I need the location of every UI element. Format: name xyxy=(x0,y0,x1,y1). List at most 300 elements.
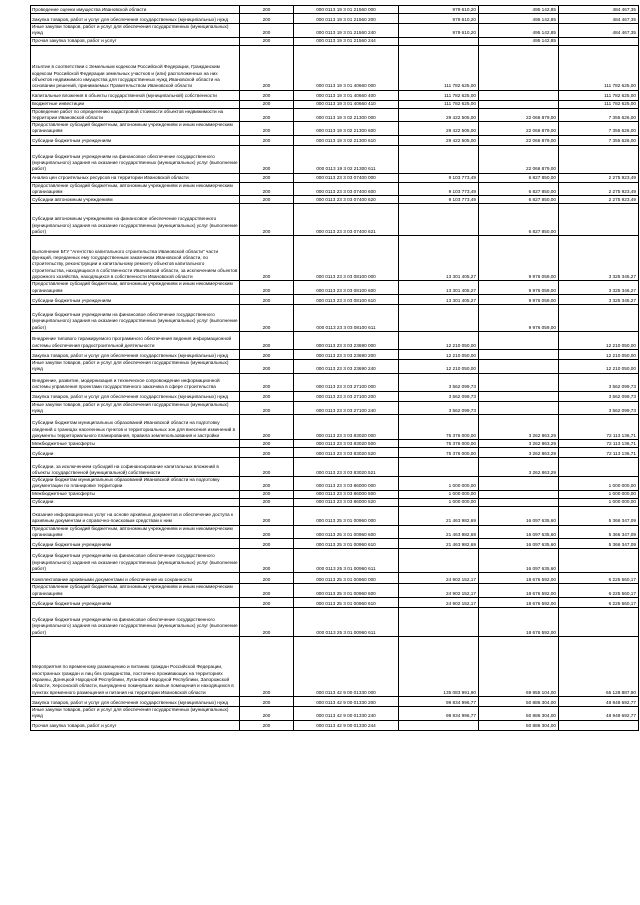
row-name-cell: Анализ цен строительных ресурсов на территории Ивановской области xyxy=(31,173,240,182)
row-year2-cell: 2 275 923,49 xyxy=(559,173,639,182)
row-grbs-cell: 200 xyxy=(240,145,294,173)
row-year2-cell xyxy=(559,720,639,730)
row-year1-cell xyxy=(479,359,559,373)
row-year1-cell: 50 886 304,00 xyxy=(479,706,559,720)
row-total-cell: 9 103 773,49 xyxy=(399,173,479,182)
table-row xyxy=(31,349,639,359)
row-total-cell: 13 301 405,27 xyxy=(399,236,479,281)
row-year1-cell xyxy=(479,45,559,90)
row-total-cell: 12 210 050,00 xyxy=(399,349,479,359)
row-grbs-cell: 200 xyxy=(240,597,294,607)
row-grbs-cell: 200 xyxy=(240,573,294,584)
row-total-cell xyxy=(399,607,479,636)
row-grbs-cell: 200 xyxy=(240,440,294,448)
row-total-cell: 29 422 505,00 xyxy=(399,122,479,136)
row-total-cell: 12 210 050,00 xyxy=(399,359,479,373)
row-year1-cell: 6 827 850,00 xyxy=(479,204,559,236)
row-year1-cell: 69 955 104,00 xyxy=(479,636,559,696)
row-year1-cell: 22 066 879,00 xyxy=(479,122,559,136)
row-grbs-cell: 200 xyxy=(240,607,294,636)
row-total-cell xyxy=(399,549,479,573)
row-name-cell: Предоставление субсидий бюджетным, автономным учреждениям и иным некоммерческим организациям xyxy=(31,122,240,136)
row-grbs-cell: 200 xyxy=(240,539,294,549)
table-row xyxy=(31,359,639,373)
row-kbk-cell: 000 0113 23 3 03 07400 621 xyxy=(294,204,399,236)
row-grbs-cell: 200 xyxy=(240,506,294,525)
row-year1-cell: 50 886 304,00 xyxy=(479,720,559,730)
table-row xyxy=(31,37,639,45)
row-name-cell: Иные закупки товаров, работ и услуг для обеспечения государственных (муниципальных) нужд xyxy=(31,24,240,38)
row-grbs-cell: 200 xyxy=(240,415,294,440)
row-kbk-cell: 000 0113 19 3 02 21300 000 xyxy=(294,108,399,122)
row-year2-cell: 484 467,35 xyxy=(559,14,639,24)
row-total-cell xyxy=(399,37,479,45)
row-total-cell: 9 103 773,49 xyxy=(399,196,479,204)
row-kbk-cell: 000 0113 19 3 01 21560 200 xyxy=(294,14,399,24)
row-name-cell: Субсидии автономным учреждениям xyxy=(31,196,240,204)
row-grbs-cell: 200 xyxy=(240,6,294,14)
row-year2-cell: 7 355 626,00 xyxy=(559,108,639,122)
row-kbk-cell: 000 0113 23 3 03 07400 600 xyxy=(294,182,399,196)
table-row xyxy=(31,498,639,506)
row-year2-cell: 12 210 050,00 xyxy=(559,349,639,359)
row-year2-cell xyxy=(559,607,639,636)
row-name-cell: Субсидии бюджетным учреждениям на финансовое обеспечение государственного (муниципального) задания на оказание государственных (муниципальных) услуг (выполнение работ) xyxy=(31,607,240,636)
row-kbk-cell: 000 0113 23 3 03 07400 620 xyxy=(294,196,399,204)
row-grbs-cell: 200 xyxy=(240,477,294,491)
row-total-cell: 3 562 099,73 xyxy=(399,373,479,391)
row-name-cell: Бюджетные инвестиции xyxy=(31,100,240,108)
row-total-cell: 111 782 625,00 xyxy=(399,45,479,90)
row-name-cell: Оказание информационных услуг на основе архивных документов и обеспечение доступа к архивным документам и справочно-поисковым средствам к ним xyxy=(31,506,240,525)
row-kbk-cell: 000 0113 19 3 01 40660 410 xyxy=(294,100,399,108)
row-kbk-cell: 000 0113 19 3 02 21300 610 xyxy=(294,135,399,145)
row-name-cell: Закупка товаров, работ и услуг для обеспечения государственных (муниципальных) нужд xyxy=(31,391,240,401)
row-year2-cell: 12 210 050,00 xyxy=(559,359,639,373)
table-row xyxy=(31,108,639,122)
row-kbk-cell: 000 0113 23 3 03 23690 240 xyxy=(294,359,399,373)
row-year2-cell: 3 325 346,27 xyxy=(559,281,639,295)
row-year2-cell: 2 275 923,49 xyxy=(559,196,639,204)
row-year2-cell: 48 948 692,77 xyxy=(559,696,639,706)
row-name-cell: Субсидии xyxy=(31,448,240,458)
row-year2-cell xyxy=(559,204,639,236)
row-grbs-cell: 200 xyxy=(240,45,294,90)
row-kbk-cell: 000 0113 23 3 03 08100 610 xyxy=(294,294,399,304)
row-grbs-cell: 200 xyxy=(240,24,294,38)
row-kbk-cell: 000 0113 19 3 01 21560 000 xyxy=(294,6,399,14)
row-year2-cell: 1 000 000,00 xyxy=(559,477,639,491)
row-year2-cell: 5 366 347,09 xyxy=(559,506,639,525)
table-row xyxy=(31,391,639,401)
row-name-cell: Закупка товаров, работ и услуг для обеспечения государственных (муниципальных) нужд xyxy=(31,696,240,706)
row-total-cell: 75 376 000,00 xyxy=(399,415,479,440)
row-name-cell: Закупка товаров, работ и услуг для обеспечения государственных (муниципальных) нужд xyxy=(31,349,240,359)
row-kbk-cell: 000 0113 25 3 01 00960 610 xyxy=(294,539,399,549)
row-kbk-cell: 000 0113 23 3 03 86000 000 xyxy=(294,477,399,491)
row-total-cell: 21 463 982,69 xyxy=(399,539,479,549)
row-year2-cell: 484 467,35 xyxy=(559,24,639,38)
row-year2-cell: 111 782 625,00 xyxy=(559,90,639,100)
table-row xyxy=(31,401,639,415)
row-grbs-cell: 200 xyxy=(240,549,294,573)
row-name-cell: Иные закупки товаров, работ и услуг для обеспечения государственных (муниципальных) нужд xyxy=(31,706,240,720)
row-total-cell: 75 376 000,00 xyxy=(399,448,479,458)
row-grbs-cell: 200 xyxy=(240,14,294,24)
row-kbk-cell: 000 0113 42 9 00 01330 240 xyxy=(294,706,399,720)
row-year2-cell: 3 562 099,73 xyxy=(559,391,639,401)
table-row xyxy=(31,135,639,145)
row-year1-cell xyxy=(479,477,559,491)
row-total-cell: 24 902 152,17 xyxy=(399,584,479,598)
row-year1-cell: 6 827 850,00 xyxy=(479,173,559,182)
row-grbs-cell: 200 xyxy=(240,720,294,730)
row-year2-cell: 1 000 000,00 xyxy=(559,498,639,506)
row-total-cell: 979 610,20 xyxy=(399,6,479,14)
row-year1-cell xyxy=(479,498,559,506)
row-year1-cell xyxy=(479,490,559,498)
row-name-cell: Субсидии бюджетным учреждениям на финансовое обеспечение государственного (муниципального) задания на оказание государственных (муниципальных) услуг (выполнение работ) xyxy=(31,304,240,331)
row-name-cell: Комплектование архивными документами и обеспечение их сохранности xyxy=(31,573,240,584)
table-row xyxy=(31,100,639,108)
row-year1-cell xyxy=(479,401,559,415)
row-total-cell: 135 083 991,90 xyxy=(399,636,479,696)
row-kbk-cell: 000 0113 23 3 03 83020 000 xyxy=(294,415,399,440)
row-total-cell: 29 422 505,00 xyxy=(399,108,479,122)
row-kbk-cell: 000 0113 23 3 03 23690 000 xyxy=(294,331,399,349)
row-total-cell: 3 562 099,73 xyxy=(399,401,479,415)
row-kbk-cell: 000 0113 23 3 03 27100 200 xyxy=(294,391,399,401)
row-grbs-cell: 200 xyxy=(240,498,294,506)
row-total-cell xyxy=(399,458,479,477)
row-kbk-cell: 000 0113 23 3 03 08100 000 xyxy=(294,236,399,281)
row-kbk-cell: 000 0113 23 3 03 83020 521 xyxy=(294,458,399,477)
row-year1-cell: 495 142,85 xyxy=(479,37,559,45)
row-name-cell: Субсидии бюджетным учреждениям xyxy=(31,294,240,304)
row-year1-cell: 9 976 059,00 xyxy=(479,281,559,295)
row-name-cell: Субсидии бюджетным учреждениям xyxy=(31,597,240,607)
row-kbk-cell: 000 0113 23 3 03 07400 000 xyxy=(294,173,399,182)
row-year1-cell: 9 976 059,00 xyxy=(479,294,559,304)
table-row xyxy=(31,122,639,136)
row-total-cell: 13 301 405,27 xyxy=(399,294,479,304)
row-year2-cell: 484 467,35 xyxy=(559,6,639,14)
row-year2-cell: 72 113 136,71 xyxy=(559,415,639,440)
row-year1-cell: 3 262 863,29 xyxy=(479,448,559,458)
row-kbk-cell: 000 0113 23 3 03 23690 200 xyxy=(294,349,399,359)
table-row xyxy=(31,448,639,458)
row-grbs-cell: 200 xyxy=(240,458,294,477)
row-grbs-cell: 200 xyxy=(240,304,294,331)
table-row xyxy=(31,373,639,391)
row-total-cell xyxy=(399,204,479,236)
table-row xyxy=(31,440,639,448)
table-row xyxy=(31,182,639,196)
row-grbs-cell: 200 xyxy=(240,281,294,295)
row-kbk-cell: 000 0113 23 3 03 27100 240 xyxy=(294,401,399,415)
row-year2-cell xyxy=(559,549,639,573)
row-kbk-cell: 000 0113 23 3 03 83020 520 xyxy=(294,448,399,458)
table-row xyxy=(31,706,639,720)
row-kbk-cell: 000 0113 25 3 01 00960 611 xyxy=(294,549,399,573)
row-total-cell: 111 782 625,00 xyxy=(399,90,479,100)
row-year1-cell: 9 976 059,00 xyxy=(479,304,559,331)
table-row xyxy=(31,720,639,730)
row-year2-cell xyxy=(559,145,639,173)
row-grbs-cell: 200 xyxy=(240,448,294,458)
row-year1-cell xyxy=(479,373,559,391)
row-grbs-cell: 200 xyxy=(240,706,294,720)
row-name-cell: Субсидии автономным учреждениям на финансовое обеспечение государственного (муниципального) задания на оказание государственных (муниципальных) услуг (выполнение работ) xyxy=(31,204,240,236)
budget-table xyxy=(30,5,639,731)
row-total-cell xyxy=(399,145,479,173)
row-grbs-cell: 200 xyxy=(240,391,294,401)
row-total-cell: 3 562 099,73 xyxy=(399,391,479,401)
row-year1-cell: 18 676 592,00 xyxy=(479,584,559,598)
row-grbs-cell: 200 xyxy=(240,525,294,539)
row-total-cell: 24 902 152,17 xyxy=(399,573,479,584)
table-row xyxy=(31,539,639,549)
row-kbk-cell: 000 0113 19 3 01 21560 240 xyxy=(294,24,399,38)
table-row xyxy=(31,236,639,281)
row-year1-cell: 6 827 850,00 xyxy=(479,196,559,204)
row-year1-cell: 3 262 863,29 xyxy=(479,415,559,440)
row-kbk-cell: 000 0113 42 9 00 01330 200 xyxy=(294,696,399,706)
row-grbs-cell: 200 xyxy=(240,122,294,136)
row-kbk-cell: 000 0113 25 3 01 00960 600 xyxy=(294,584,399,598)
row-kbk-cell: 000 0113 23 3 03 08100 611 xyxy=(294,304,399,331)
row-year1-cell: 6 827 850,00 xyxy=(479,182,559,196)
row-grbs-cell: 200 xyxy=(240,359,294,373)
row-grbs-cell: 200 xyxy=(240,173,294,182)
row-year1-cell xyxy=(479,90,559,100)
table-row xyxy=(31,173,639,182)
row-grbs-cell: 200 xyxy=(240,135,294,145)
row-kbk-cell: 000 0113 25 3 01 00960 000 xyxy=(294,573,399,584)
row-name-cell: Предоставление субсидий бюджетным, автономным учреждениям и иным некоммерческим организациям xyxy=(31,281,240,295)
row-grbs-cell: 200 xyxy=(240,100,294,108)
row-kbk-cell: 000 0113 19 3 01 40660 400 xyxy=(294,90,399,100)
row-name-cell: Межбюджетные трансферты xyxy=(31,490,240,498)
row-grbs-cell: 200 xyxy=(240,401,294,415)
row-year1-cell: 16 097 635,60 xyxy=(479,525,559,539)
row-name-cell: Иные закупки товаров, работ и услуг для обеспечения государственных (муниципальных) нужд xyxy=(31,359,240,373)
row-year1-cell: 9 976 059,00 xyxy=(479,236,559,281)
row-name-cell: Внедрение, развитие, модернизация и техническое сопровождение информационной системы управления проектами государственного заказчика в сфере строительства xyxy=(31,373,240,391)
row-name-cell: Предоставление субсидий бюджетным, автономным учреждениям и иным некоммерческим организациям xyxy=(31,525,240,539)
row-total-cell: 21 463 982,69 xyxy=(399,506,479,525)
row-total-cell: 1 000 000,00 xyxy=(399,477,479,491)
row-total-cell: 75 376 000,00 xyxy=(399,440,479,448)
row-name-cell: Субсидии бюджетам муниципальных образований Ивановской области на подготовку сведений о границах населенных пунктов и территориальных зон для внесения изменений в документы территориального планирования, правила землепользования и застройки xyxy=(31,415,240,440)
row-name-cell: Изъятие в соответствии с Земельным кодексом Российской Федерации, Гражданским кодексом Российской Федерации земельных участков и (или) расположенных на них объектов недвижимого имущества для государственных нужд Ивановской области на основании решений, принимаемых Правительством Ивановской области xyxy=(31,45,240,90)
row-name-cell: Прочая закупка товаров, работ и услуг xyxy=(31,37,240,45)
row-name-cell: Капитальные вложения в объекты государственной (муниципальной) собственности xyxy=(31,90,240,100)
row-grbs-cell: 200 xyxy=(240,182,294,196)
row-grbs-cell: 200 xyxy=(240,37,294,45)
row-year1-cell: 3 262 863,29 xyxy=(479,458,559,477)
row-kbk-cell: 000 0113 42 9 00 01330 000 xyxy=(294,636,399,696)
row-grbs-cell: 200 xyxy=(240,331,294,349)
row-grbs-cell: 200 xyxy=(240,294,294,304)
table-row xyxy=(31,506,639,525)
row-name-cell: Предоставление субсидий бюджетным, автономным учреждениям и иным некоммерческим организациям xyxy=(31,182,240,196)
row-name-cell: Субсидии бюджетным учреждениям xyxy=(31,539,240,549)
row-name-cell: Межбюджетные трансферты xyxy=(31,440,240,448)
table-row xyxy=(31,24,639,38)
row-year2-cell: 3 325 346,27 xyxy=(559,294,639,304)
row-year2-cell: 6 225 560,17 xyxy=(559,573,639,584)
row-year2-cell: 5 366 347,09 xyxy=(559,539,639,549)
row-total-cell xyxy=(399,720,479,730)
row-year1-cell: 22 066 879,00 xyxy=(479,135,559,145)
row-total-cell: 979 610,20 xyxy=(399,14,479,24)
row-total-cell xyxy=(399,304,479,331)
row-year1-cell: 50 886 304,00 xyxy=(479,696,559,706)
row-year1-cell xyxy=(479,349,559,359)
row-name-cell: Иные закупки товаров, работ и услуг для обеспечения государственных (муниципальных) нужд xyxy=(31,401,240,415)
row-name-cell: Закупка товаров, работ и услуг для обеспечения государственных (муниципальных) нужд xyxy=(31,14,240,24)
table-row xyxy=(31,6,639,14)
table-row xyxy=(31,281,639,295)
table-row xyxy=(31,525,639,539)
row-year2-cell: 3 562 099,73 xyxy=(559,401,639,415)
row-kbk-cell: 000 0113 25 3 01 00960 611 xyxy=(294,607,399,636)
row-year1-cell: 22 066 879,00 xyxy=(479,145,559,173)
row-year2-cell: 12 210 050,00 xyxy=(559,331,639,349)
table-row xyxy=(31,196,639,204)
row-name-cell: Прочая закупка товаров, работ и услуг xyxy=(31,720,240,730)
row-grbs-cell: 200 xyxy=(240,90,294,100)
table-row xyxy=(31,304,639,331)
table-row xyxy=(31,490,639,498)
table-row xyxy=(31,636,639,696)
row-year1-cell: 16 097 635,60 xyxy=(479,506,559,525)
row-total-cell: 979 610,20 xyxy=(399,24,479,38)
row-grbs-cell: 200 xyxy=(240,490,294,498)
row-grbs-cell: 200 xyxy=(240,108,294,122)
table-body xyxy=(31,6,639,731)
row-grbs-cell: 200 xyxy=(240,204,294,236)
row-year2-cell: 6 225 560,17 xyxy=(559,597,639,607)
table-row xyxy=(31,597,639,607)
row-year2-cell: 111 782 625,00 xyxy=(559,100,639,108)
row-name-cell: Субсидии бюджетным учреждениям xyxy=(31,135,240,145)
row-kbk-cell: 000 0113 19 3 01 21560 244 xyxy=(294,37,399,45)
row-name-cell: Субсидии бюджетам муниципальных образований Ивановской области на подготовку документации по планировке территории xyxy=(31,477,240,491)
row-grbs-cell: 200 xyxy=(240,696,294,706)
row-grbs-cell: 200 xyxy=(240,584,294,598)
row-year2-cell: 3 562 099,73 xyxy=(559,373,639,391)
row-year1-cell xyxy=(479,100,559,108)
row-name-cell: Субсидии бюджетным учреждениям на финансовое обеспечение государственного (муниципального) задания на оказание государственных (муниципальных) услуг (выполнение работ) xyxy=(31,145,240,173)
row-year1-cell: 18 676 592,00 xyxy=(479,607,559,636)
row-total-cell: 1 000 000,00 xyxy=(399,498,479,506)
row-kbk-cell: 000 0113 19 3 01 40660 000 xyxy=(294,45,399,90)
row-total-cell: 29 422 505,00 xyxy=(399,135,479,145)
row-year2-cell: 3 325 346,27 xyxy=(559,236,639,281)
row-year2-cell: 72 113 136,71 xyxy=(559,448,639,458)
table-row xyxy=(31,549,639,573)
table-row xyxy=(31,573,639,584)
table-row xyxy=(31,145,639,173)
row-kbk-cell: 000 0113 23 3 03 86000 500 xyxy=(294,490,399,498)
row-year1-cell: 495 142,85 xyxy=(479,24,559,38)
row-year1-cell: 16 097 635,60 xyxy=(479,539,559,549)
row-total-cell: 13 301 405,27 xyxy=(399,281,479,295)
table-row xyxy=(31,696,639,706)
row-name-cell: Проведение работ по определению кадастровой стоимости объектов недвижимости на территории Ивановской области xyxy=(31,108,240,122)
row-total-cell: 21 463 982,69 xyxy=(399,525,479,539)
table-row xyxy=(31,607,639,636)
row-year1-cell: 18 676 592,00 xyxy=(479,597,559,607)
row-kbk-cell: 000 0113 23 3 03 83020 500 xyxy=(294,440,399,448)
row-kbk-cell: 000 0113 19 3 02 21300 600 xyxy=(294,122,399,136)
row-grbs-cell: 200 xyxy=(240,373,294,391)
row-total-cell: 12 210 050,00 xyxy=(399,331,479,349)
table-row xyxy=(31,45,639,90)
row-kbk-cell: 000 0113 19 3 02 21300 611 xyxy=(294,145,399,173)
row-grbs-cell: 200 xyxy=(240,236,294,281)
row-name-cell: Субсидии бюджетным учреждениям на финансовое обеспечение государственного (муниципального) задания на оказание государственных (муниципальных) услуг (выполнение работ) xyxy=(31,549,240,573)
table-row xyxy=(31,331,639,349)
row-year1-cell: 3 262 863,29 xyxy=(479,440,559,448)
row-kbk-cell: 000 0113 23 3 03 08100 600 xyxy=(294,281,399,295)
row-year2-cell: 72 113 136,71 xyxy=(559,440,639,448)
row-year1-cell: 22 066 879,00 xyxy=(479,108,559,122)
row-year2-cell xyxy=(559,304,639,331)
row-name-cell: Субсидии, за исключением субсидий на софинансирование капитальных вложений в объекты государственной (муниципальной) собственности xyxy=(31,458,240,477)
row-kbk-cell: 000 0113 25 3 01 00960 600 xyxy=(294,525,399,539)
row-total-cell: 99 834 996,77 xyxy=(399,706,479,720)
row-name-cell: Субсидии xyxy=(31,498,240,506)
table-row xyxy=(31,477,639,491)
row-year1-cell: 495 142,85 xyxy=(479,14,559,24)
table-row xyxy=(31,90,639,100)
row-total-cell: 1 000 000,00 xyxy=(399,490,479,498)
row-year1-cell: 16 097 635,60 xyxy=(479,549,559,573)
row-year2-cell: 1 000 000,00 xyxy=(559,490,639,498)
table-row xyxy=(31,458,639,477)
row-kbk-cell: 000 0113 42 9 00 01330 244 xyxy=(294,720,399,730)
row-name-cell: Проведение оценки имущества Ивановской области xyxy=(31,6,240,14)
table-row xyxy=(31,14,639,24)
row-year2-cell: 48 948 692,77 xyxy=(559,706,639,720)
row-grbs-cell: 200 xyxy=(240,349,294,359)
row-year2-cell: 7 355 626,00 xyxy=(559,135,639,145)
row-kbk-cell: 000 0113 23 3 03 27100 000 xyxy=(294,373,399,391)
row-grbs-cell: 200 xyxy=(240,196,294,204)
row-name-cell: Мероприятия по временному размещению и питанию граждан Российской Федерации, иностранных граждан и лиц без гражданства, постоянно проживающих на территориях Украины, Донецкой Народной Республики, Луганской Народной Республики, Запорожской области, Херсонской области, вынужденно покинувших жилые помещения и находящихся в пунктах временного размещения и питания на территории Ивановской области xyxy=(31,636,240,696)
row-year2-cell xyxy=(559,37,639,45)
row-grbs-cell: 200 xyxy=(240,636,294,696)
row-name-cell: Предоставление субсидий бюджетным, автономным учреждениям и иным некоммерческим организациям xyxy=(31,584,240,598)
row-year1-cell xyxy=(479,391,559,401)
row-kbk-cell: 000 0113 25 3 01 00960 610 xyxy=(294,597,399,607)
row-year1-cell: 495 142,85 xyxy=(479,6,559,14)
row-kbk-cell: 000 0113 25 3 01 00960 000 xyxy=(294,506,399,525)
row-year1-cell xyxy=(479,331,559,349)
table-row xyxy=(31,294,639,304)
row-total-cell: 99 834 996,77 xyxy=(399,696,479,706)
row-kbk-cell: 000 0113 23 3 03 86000 520 xyxy=(294,498,399,506)
row-year2-cell: 5 366 347,09 xyxy=(559,525,639,539)
table-row xyxy=(31,204,639,236)
row-year2-cell: 2 275 923,49 xyxy=(559,182,639,196)
row-year2-cell xyxy=(559,458,639,477)
row-total-cell: 111 782 625,00 xyxy=(399,100,479,108)
row-year2-cell: 6 225 560,17 xyxy=(559,584,639,598)
